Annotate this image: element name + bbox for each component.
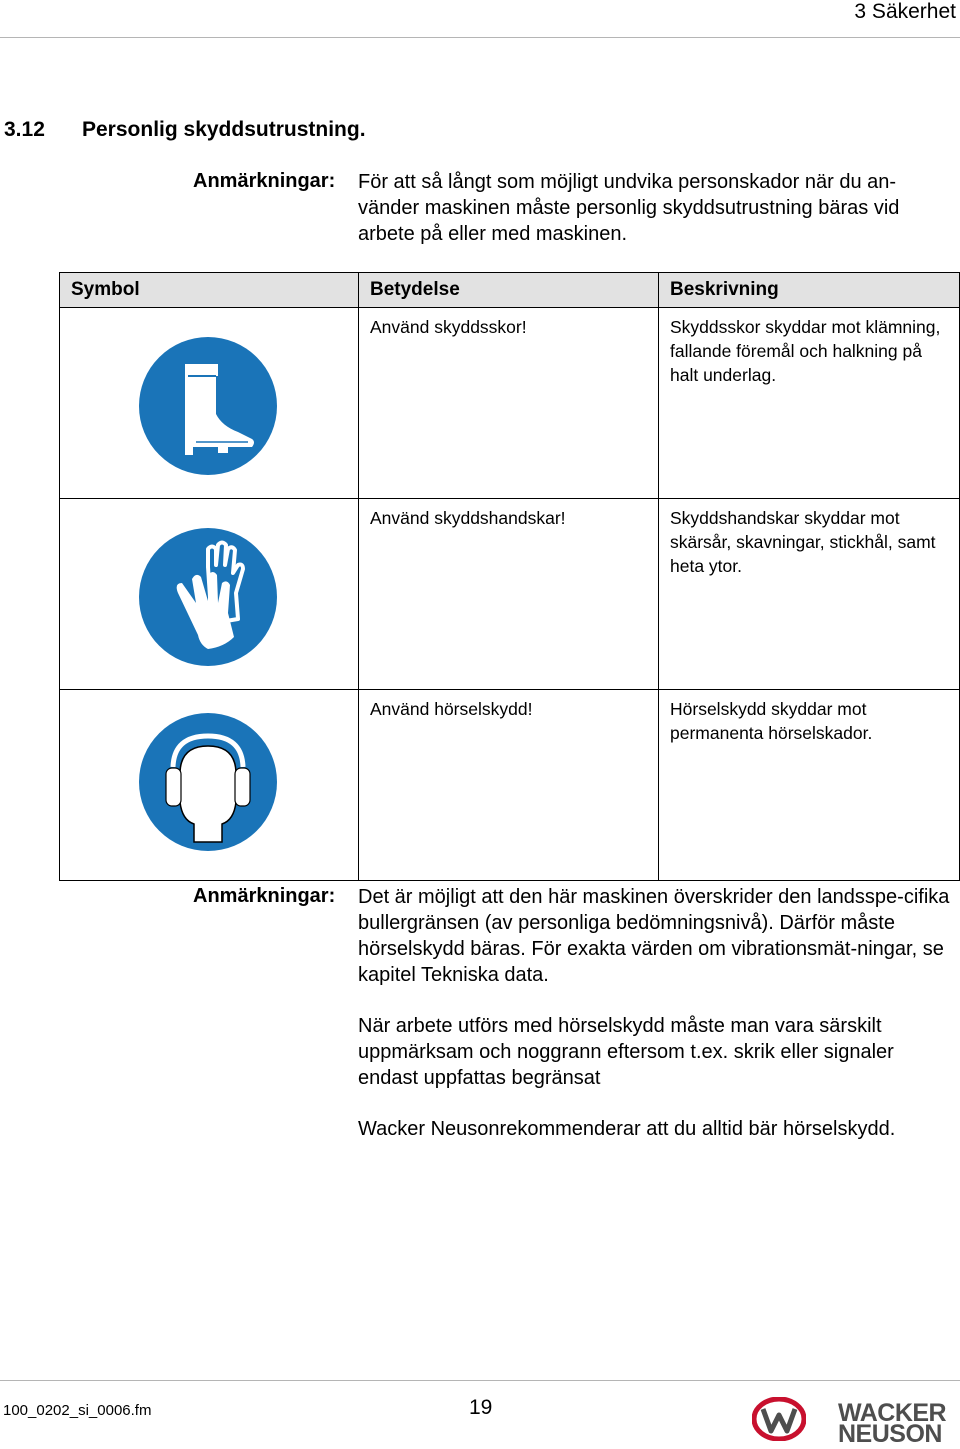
page-number: 19 — [469, 1396, 493, 1419]
section-title — [4, 118, 366, 142]
section-heading: Personlig skyddsutrustning. — [82, 118, 366, 141]
column-header-symbol: Symbol — [60, 273, 359, 308]
table-row — [60, 499, 960, 690]
note-text: När arbete utförs med hörselskydd måste man vara särskilt uppmärksam och noggrann eftersom t.ex. skrik eller signaler endast uppfattas begränsat — [358, 1015, 894, 1089]
description-cell: Hörselskydd skyddar mot permanenta hörselskador. — [659, 690, 960, 881]
ppe-table — [59, 272, 960, 881]
symbol-cell — [60, 499, 359, 690]
table-header-row — [60, 273, 960, 308]
safety-gloves-icon — [138, 527, 278, 667]
table-row — [60, 690, 960, 881]
note-label: Anmärkningar: — [193, 170, 336, 192]
note-label: Anmärkningar: — [193, 885, 336, 907]
table-row — [60, 308, 960, 499]
note-text: Det är möjligt att den här maskinen överskrider den landsspe-cifika bullergränsen (av personliga bedömningsnivå). Därför måste hörselskydd bäras. För exakta värden om vibrationsmät-ningar, se kapitel Tekniska data. — [358, 886, 950, 986]
meaning-cell: Använd skyddshandskar! — [359, 499, 659, 690]
ear-protection-icon — [138, 712, 278, 852]
section-number: 3.12 — [4, 118, 45, 141]
note-text: För att så långt som möjligt undvika personskador när du an-vänder maskinen måste personlig skyddsutrustning bäras vid arbete på eller med maskinen. — [358, 171, 900, 245]
header-rule — [0, 37, 960, 38]
brand-logo — [752, 1397, 806, 1446]
column-header-meaning: Betydelse — [359, 273, 659, 308]
meaning-cell: Använd hörselskydd! — [359, 690, 659, 881]
meaning-cell: Använd skyddsskor! — [359, 308, 659, 499]
column-header-description: Beskrivning — [659, 273, 960, 308]
symbol-cell — [60, 308, 359, 499]
symbol-cell — [60, 690, 359, 881]
wacker-neuson-emblem-icon — [752, 1397, 806, 1441]
brand-wordmark-line1: WACKER — [838, 1399, 947, 1427]
safety-boot-icon — [138, 336, 278, 476]
brand-wordmark-line2: NEUSON — [838, 1420, 942, 1448]
footer-rule — [0, 1380, 960, 1381]
footer-filename: 100_0202_si_0006.fm — [3, 1402, 152, 1419]
description-cell: Skyddshandskar skyddar mot skärsår, skavningar, stickhål, samt heta ytor. — [659, 499, 960, 690]
note-text: Wacker Neusonrekommenderar att du alltid bär hörselskydd. — [358, 1118, 896, 1140]
chapter-header: 3 Säkerhet — [854, 0, 956, 23]
description-cell: Skyddsskor skyddar mot klämning, fallande föremål och halkning på halt underlag. — [659, 308, 960, 499]
